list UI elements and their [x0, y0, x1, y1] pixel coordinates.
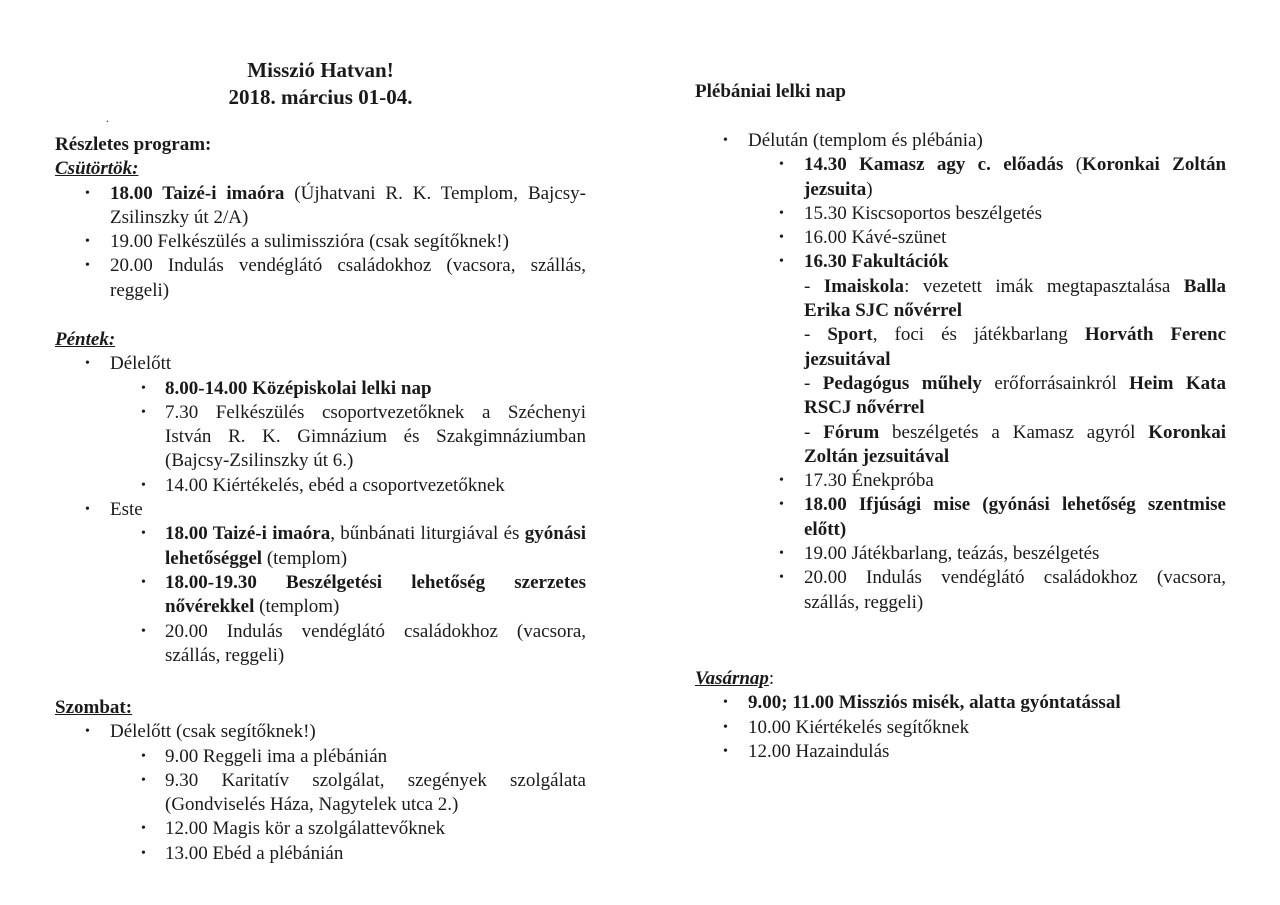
saturday-list: [55, 720, 586, 866]
list-item: • 12.00 Hazaindulás: [695, 740, 1226, 764]
saturday-section: [55, 696, 586, 866]
list-item: • 17.30 Énekpróba: [695, 469, 1226, 493]
list-item: • 18.00-19.30 Beszélgetési lehetőség szerzetes nővérekkel (templom): [55, 571, 586, 620]
list-item: • 19.00 Játékbarlang, teázás, beszélgetés: [695, 542, 1226, 566]
friday-morning-label: • Délelőtt: [55, 352, 586, 376]
faculty-option: - Fórum beszélgetés a Kamasz agyról Koronkai Zoltán jezsuitával: [804, 421, 1227, 467]
friday-section: [55, 328, 586, 668]
list-item: • 18.00 Ifjúsági mise (gyónási lehetőség szentmise előtt): [695, 493, 1226, 542]
list-item: • 9.00; 11.00 Missziós misék, alatta gyóntatással: [695, 691, 1226, 715]
faculty-option: - Sport, foci és játékbarlang Horváth Ferenc jezsuitával: [804, 324, 1227, 370]
afternoon-label: • Délután (templom és plébánia): [695, 129, 1226, 153]
list-item: • 14.00 Kiértékelés, ebéd a csoportvezetőknek: [55, 474, 586, 498]
list-item: • 10.00 Kiértékelés segítőknek: [695, 716, 1226, 740]
saturday-morning-label: • Délelőtt (csak segítőknek!): [55, 720, 586, 744]
faculty-option: - Imaiskola: vezetett imák megtapasztalása Balla Erika SJC nővérrel: [804, 275, 1226, 322]
thursday-heading: Csütörtök:: [55, 158, 139, 180]
thursday-section: [55, 133, 586, 303]
list-item: • 16.30 Fakultációk - Imaiskola: vezetett imák megtapasztalása Balla Erika SJC nővérrel - Sport, foci és játékbarlang Horváth Ferenc jezsuitával - Pedagógus műhely erőforrásainkról Heim Kata RSCJ nővérrel - Fórum beszélgetés a Kamasz agyról Koronkai Zoltán jezsuitával: [695, 250, 1226, 469]
parish-day-section: [695, 129, 1226, 615]
list-item: • 9.30 Karitatív szolgálat, szegények szolgálata (Gondviselés Háza, Nagytelek utca 2.): [55, 769, 586, 818]
list-item: • 9.00 Reggeli ima a plébánián: [55, 745, 586, 769]
list-item: • 8.00-14.00 Középiskolai lelki nap: [55, 377, 586, 401]
page-title: Misszió Hatvan!: [247, 58, 394, 82]
list-item: • 15.30 Kiscsoportos beszélgetés: [695, 202, 1226, 226]
list-item: • 19.00 Felkészülés a sulimisszióra (csak segítőknek!): [55, 230, 586, 254]
list-item: • 20.00 Indulás vendéglátó családokhoz (vacsora, szállás, reggeli): [55, 254, 586, 303]
list-item: • 12.00 Magis kör a szolgálattevőknek: [55, 817, 586, 841]
faculty-option: - Pedagógus műhely erőforrásainkról Heim Kata RSCJ nővérrel: [804, 372, 1226, 419]
sunday-section: [695, 667, 1226, 764]
stray-dot: .: [106, 111, 109, 125]
program-heading: Részletes program:: [55, 134, 212, 155]
list-item: • 20.00 Indulás vendéglátó családokhoz (vacsora, szállás, reggeli): [55, 620, 586, 669]
list-item: • 13.00 Ebéd a plébánián: [55, 842, 586, 866]
list-item: • 18.00 Taizé-i imaóra, bűnbánati liturgiával és gyónási lehetőséggel (templom): [55, 522, 586, 571]
parish-day-list: [695, 129, 1226, 615]
friday-evening-label: • Este: [55, 498, 586, 522]
list-item: • 18.00 Taizé-i imaóra (Újhatvani R. K. Templom, Bajcsy-Zsilinszky út 2/A): [55, 182, 586, 231]
saturday-heading: Szombat:: [55, 697, 133, 718]
parish-day-heading: Plébániai lelki nap: [695, 81, 846, 102]
list-item: • 14.30 Kamasz agy c. előadás (Koronkai Zoltán jezsuita): [695, 153, 1226, 202]
page-date: 2018. március 01-04.: [228, 85, 413, 109]
list-item: • 20.00 Indulás vendéglátó családokhoz (vacsora, szállás, reggeli): [695, 566, 1226, 615]
list-item: • 16.00 Kávé-szünet: [695, 226, 1226, 250]
sunday-heading: Vasárnap:: [695, 668, 775, 689]
friday-heading: Péntek:: [55, 329, 116, 350]
list-item: • 7.30 Felkészülés csoportvezetőknek a Széchenyi István R. K. Gimnázium és Szakgimnáziumban (Bajcsy-Zsilinszky út 6.): [55, 401, 586, 474]
sunday-list: [695, 691, 1226, 764]
friday-list: [55, 352, 586, 668]
thursday-list: [55, 182, 586, 303]
